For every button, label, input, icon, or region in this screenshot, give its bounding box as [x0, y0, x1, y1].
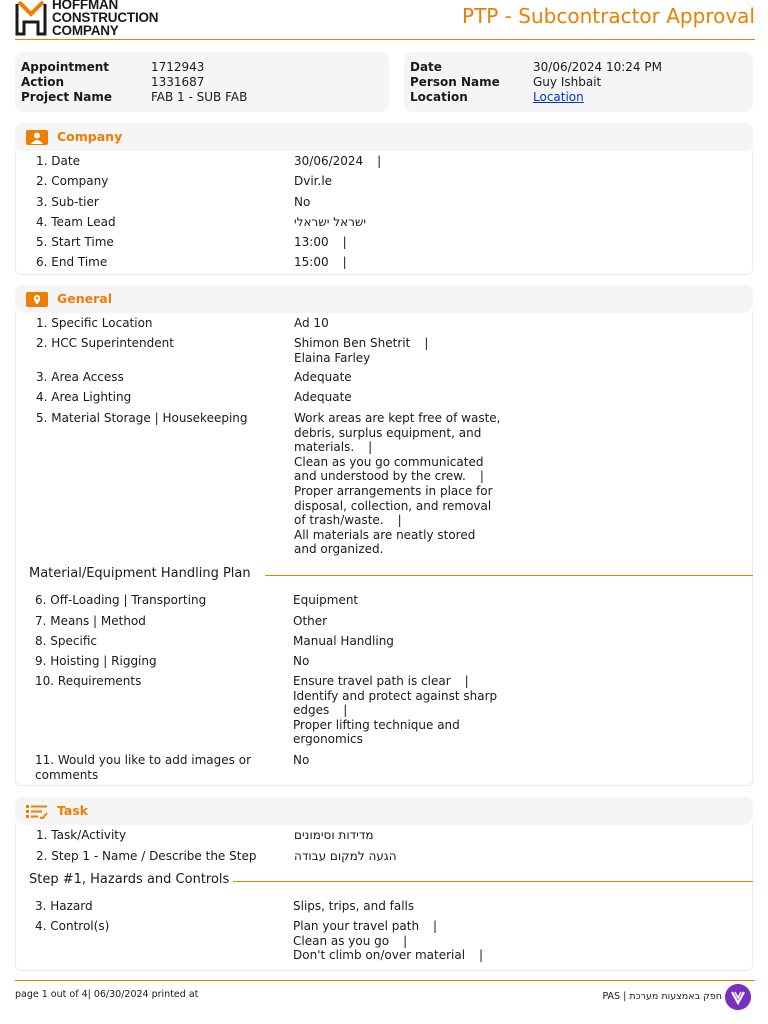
subheading-step-hazards [15, 872, 753, 892]
subheading-handling-plan [15, 566, 753, 586]
separator: | [479, 469, 484, 484]
separator: | [403, 933, 408, 948]
section-header-general [15, 285, 753, 313]
field-label: 5. Start Time [36, 235, 114, 249]
field-value: No [293, 654, 310, 668]
document-header [15, 0, 755, 40]
info-row-date [410, 60, 747, 75]
section-title: General [57, 291, 112, 306]
field-value: Dvir.le [294, 174, 333, 188]
logo-line-1: HOFFMAN [52, 0, 119, 12]
separator: | [377, 154, 382, 168]
field-value [293, 919, 513, 963]
footer-system-credit: PAS | חפק באמצעות מערכת [602, 991, 722, 1002]
field-value [294, 154, 514, 169]
field-value-line: Shimon Ben Shetrit [294, 336, 411, 350]
info-row-location [410, 90, 747, 105]
section-title: Task [57, 803, 89, 818]
field-label: 4. Area Lighting [36, 390, 132, 404]
field-label: 2. HCC Superintendent [36, 336, 174, 350]
field-value [293, 674, 513, 747]
field-label: 6. Off-Loading | Transporting [35, 593, 207, 607]
field-value-line: Elaina Farley [294, 350, 371, 365]
field-value: Slips, trips, and falls [293, 899, 415, 913]
field-value: Adequate [294, 370, 352, 384]
subheading-title: Step #1, Hazards and Controls [29, 872, 230, 887]
section-header-company [15, 123, 753, 151]
field-label: 2. Step 1 - Name / Describe the Step [36, 849, 257, 863]
field-value-line: and organized. [294, 542, 384, 557]
field-value [294, 255, 514, 270]
info-value: 30/06/2024 10:24 PM [533, 60, 662, 74]
field-value: ישראל ישראלי [294, 215, 367, 229]
field-label: 4. Control(s) [35, 919, 110, 933]
subheading-title: Material/Equipment Handling Plan [29, 566, 251, 581]
date-person-panel [404, 52, 753, 112]
subheading-divider [233, 881, 753, 882]
field-value-line: Proper arrangements in place for [294, 483, 493, 498]
field-label: 6. End Time [36, 255, 108, 269]
field-value: No [293, 753, 310, 767]
field-label: 9. Hoisting | Rigging [35, 654, 157, 668]
field-value-line: Clean as you go communicated [294, 454, 484, 469]
field-value: Equipment [293, 593, 359, 607]
hoffman-logo-icon [15, 0, 47, 36]
field-label: 4. Team Lead [36, 215, 116, 229]
field-value: מדידות וסימונים [294, 828, 374, 842]
info-label: Action [21, 75, 65, 89]
page-title: PTP - Subcontractor Approval [462, 4, 755, 28]
field-label: 1. Date [36, 154, 80, 168]
info-row-appointment [21, 60, 383, 75]
info-row-person-name [410, 75, 747, 90]
field-label: 3. Sub-tier [36, 195, 99, 209]
info-label: Appointment [21, 60, 110, 74]
field-value-line: debris, surplus equipment, and [294, 425, 482, 440]
app-logo-icon [725, 984, 751, 1010]
footer-divider [15, 980, 755, 981]
field-value-line: edges [293, 703, 330, 718]
field-value [294, 336, 514, 365]
field-value-line: Identify and protect against sharp [293, 688, 498, 703]
field-label: 3. Area Access [36, 370, 124, 384]
field-value: Adequate [294, 390, 352, 404]
info-label: Location [410, 90, 468, 104]
field-value-line: Clean as you go [293, 933, 390, 948]
info-label: Person Name [410, 75, 500, 89]
field-label-line: comments [35, 767, 99, 782]
field-value-line: All materials are neatly stored [294, 527, 476, 542]
field-value-line: Ensure travel path is clear [293, 674, 451, 688]
field-label: 7. Means | Method [35, 614, 146, 628]
subheading-divider [265, 575, 753, 576]
separator: | [464, 674, 469, 688]
field-value [294, 411, 514, 557]
field-value: Manual Handling [293, 634, 394, 648]
separator: | [479, 948, 484, 963]
field-value-line: Plan your travel path [293, 919, 420, 933]
field-value-line: of trash/waste. [294, 513, 384, 528]
separator: | [424, 336, 429, 350]
field-value-line: disposal, collection, and removal [294, 498, 492, 513]
field-value-line: and understood by the crew. [294, 469, 466, 484]
location-card-icon [26, 292, 48, 307]
info-value: 1712943 [151, 60, 205, 74]
footer-page-info: page 1 out of 4| 06/30/2024 printed at [15, 989, 199, 1000]
section-title: Company [57, 129, 123, 144]
info-value: FAB 1 - SUB FAB [151, 90, 248, 104]
field-label: 1. Specific Location [36, 316, 153, 330]
field-value: Ad 10 [294, 316, 329, 330]
section-body-company [15, 151, 753, 275]
field-label: 10. Requirements [35, 674, 142, 688]
field-label: 2. Company [36, 174, 109, 188]
field-value-text: 13:00 [294, 235, 329, 249]
separator: | [343, 703, 348, 718]
field-value [294, 235, 514, 250]
info-row-action [21, 75, 383, 90]
person-card-icon [26, 130, 48, 145]
field-value-line: materials. [294, 440, 355, 455]
separator: | [368, 440, 373, 455]
field-value-line: Don't climb on/over material [293, 948, 466, 963]
task-list-icon [26, 804, 48, 819]
field-value: Other [293, 614, 328, 628]
section-header-task [15, 797, 753, 825]
field-label: 3. Hazard [35, 899, 93, 913]
info-label: Date [410, 60, 442, 74]
field-label: 8. Specific [35, 634, 97, 648]
logo-line-2: CONSTRUCTION [52, 10, 159, 25]
field-value-line: ergonomics [293, 732, 363, 747]
separator: | [342, 235, 347, 249]
info-value: Guy Ishbait [533, 75, 602, 89]
field-label [35, 753, 275, 782]
logo-line-3: COMPANY [52, 23, 119, 38]
info-value: 1331687 [151, 75, 205, 89]
field-value-text: 15:00 [294, 255, 329, 269]
separator: | [342, 255, 347, 269]
info-row-project-name [21, 90, 383, 105]
logo-wordmark [52, 0, 158, 37]
field-value-text: 30/06/2024 [294, 154, 364, 168]
field-value: No [294, 195, 311, 209]
location-link[interactable]: Location [533, 90, 584, 104]
field-value: הגעה למקום עבודה [294, 849, 397, 863]
field-label: 1. Task/Activity [36, 828, 127, 842]
info-label: Project Name [21, 90, 113, 104]
field-value-line: Work areas are kept free of waste, [294, 411, 501, 425]
field-value-line: Proper lifting technique and [293, 717, 460, 732]
field-label: 5. Material Storage | Housekeeping [36, 411, 248, 425]
field-label-line: 11. Would you like to add images or [35, 753, 252, 767]
separator: | [397, 513, 402, 528]
appointment-info-panel [15, 52, 389, 112]
company-logo [15, 0, 175, 38]
separator: | [433, 919, 438, 933]
